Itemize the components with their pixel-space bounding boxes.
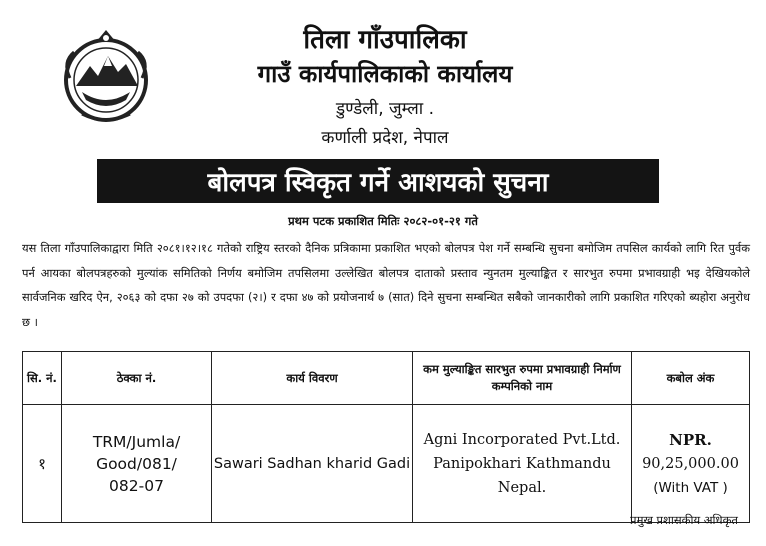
address-line-1: डुण्डेली, जुम्ला . [336, 99, 434, 119]
contract-no-line: 082-07 [109, 476, 164, 495]
bid-currency: NPR. [669, 430, 712, 449]
signature-title: प्रमुख प्रशासकीय अधिकृत [630, 513, 738, 527]
table-header-row [23, 352, 750, 405]
cell-contract-no [62, 405, 212, 523]
bidder-line: Agni Incorporated Pvt.Ltd. [423, 431, 621, 448]
contract-no-line: Good/081/ [96, 454, 177, 473]
contract-no-line: TRM/Jumla/ [92, 432, 181, 451]
notice-body: यस तिला गाँउपालिकाद्वारा मिति २०८१।१२।१८ गतेको राष्ट्रिय स्तरको दैनिक प्रत्रिकामा प्रकाशित भएको बोलपत्र पेश गर्ने सम्बन्धि सुचना बमोजिम तपसिल कार्यको लागि रित पुर्वक पर्न आयका बोलपत्रहरुको मुल्यांक समितिको निर्णय बमोजिम तपसिलमा उल्लेखित बोलपत्र दाताको प्रस्ताव न्युनतम मुल्याङ्कित र सारभुत रुपमा प्रभावग्राही भइ देखियकोले सार्वजनिक खरिद ऐन, २०६३ को दफा २७ को उपदफा (२।) र दफा ४७ को प्रयोजनार्थ ७ (सात) दिने सुचना सम्बन्धित सबैको जानकारीको लागि प्रकाशित गरिएको ब्यहोरा अनुरोध छ । [22, 241, 750, 329]
notice-title-banner [97, 159, 659, 203]
bid-table [22, 351, 750, 523]
cell-bid-amount [632, 405, 750, 523]
nepal-government-emblem-icon [52, 22, 160, 130]
header-contract-no: ठेक्का नं. [62, 352, 212, 405]
notice-title: बोलपत्र स्विकृत गर्ने आशयको सुचना [207, 168, 549, 198]
cell-bidder [413, 405, 632, 523]
cell-sn: १ [23, 405, 62, 523]
bid-note: (With VAT ) [653, 479, 728, 496]
header-sn: सि. नं. [23, 352, 62, 405]
bidder-line: Panipokhari Kathmandu [433, 455, 611, 472]
office-name: गाउँ कार्यपालिकाको कार्यालय [257, 60, 513, 88]
publication-date: प्रथम पटक प्रकाशित मितिः २०८२-०१-२१ गते [288, 214, 478, 228]
header-bidder: कम मुल्याङ्कित सारभुत रुपमा प्रभावग्राही निर्माण कम्पनिको नाम [413, 352, 632, 405]
bid-value: 90,25,000.00 [642, 455, 739, 472]
header-bid-amount: कबोल अंक [632, 352, 750, 405]
table-row [23, 405, 750, 523]
address-line-2: कर्णाली प्रदेश, नेपाल [321, 128, 449, 148]
header-work-description: कार्य विवरण [212, 352, 413, 405]
bidder-line: Nepal. [497, 479, 547, 496]
municipality-name: तिला गाँउपालिका [303, 25, 467, 55]
cell-work-description: Sawari Sadhan kharid Gadi [212, 405, 413, 523]
